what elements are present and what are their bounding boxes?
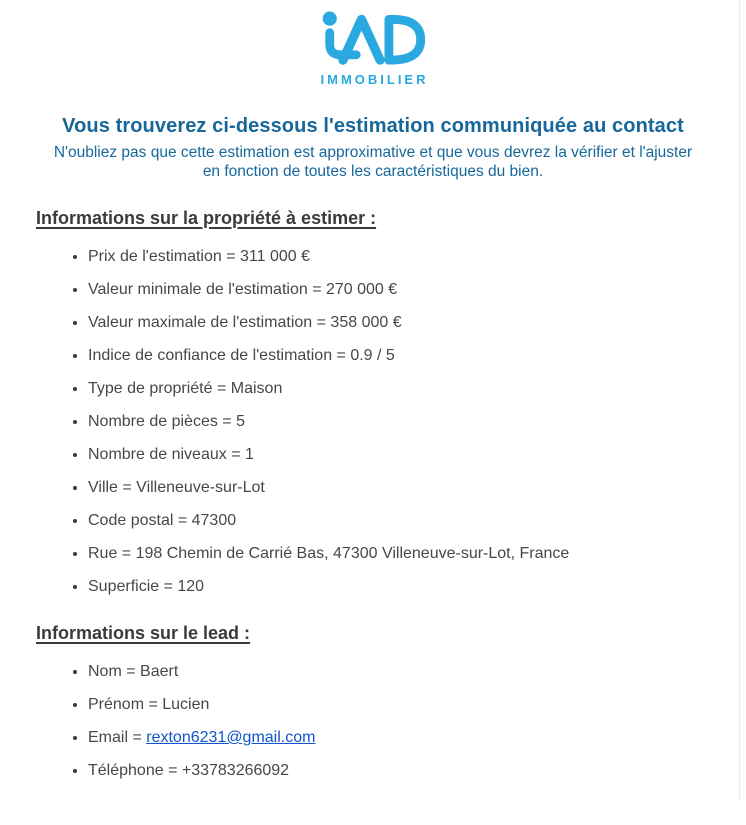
property-item-min-value: • Valeur minimale de l'estimation = 270 000 € [88, 281, 710, 299]
logo-subtitle: IMMOBILIER [320, 72, 429, 87]
lead-email-label: Email = [88, 729, 147, 746]
property-item-street: • Rue = 198 Chemin de Carrié Bas, 47300 Villeneuve-sur-Lot, France [88, 545, 710, 563]
email-link[interactable]: rexton6231@gmail.com [146, 729, 316, 746]
lead-section-title: Informations sur le lead : [36, 623, 251, 643]
property-item-city: • Ville = Villeneuve-sur-Lot [88, 479, 710, 497]
subtitle-line-2: en fonction de toutes les caractéristiques du bien. [202, 163, 544, 180]
iad-logo-icon [320, 10, 426, 66]
property-section-title: Informations sur la propriété à estimer : [36, 208, 377, 228]
lead-phone-text: Téléphone = +33783266092 [88, 762, 290, 779]
lead-section [36, 623, 710, 780]
page-title: Vous trouverez ci-dessous l'estimation communiquée au contact [62, 115, 684, 137]
property-item-levels: • Nombre de niveaux = 1 [88, 446, 710, 464]
page-subtitle [36, 143, 710, 181]
lead-lastname-text: Nom = Baert [88, 663, 179, 680]
lead-item-lastname [88, 663, 710, 681]
property-item-area: • Superficie = 120 [88, 578, 710, 596]
property-item-max-value: • Valeur maximale de l'estimation = 358 000 € [88, 314, 710, 332]
property-item-type: • Type de propriété = Maison [88, 380, 710, 398]
lead-item-email [88, 729, 710, 747]
property-item-price: • Prix de l'estimation = 311 000 € [88, 248, 710, 266]
property-item-zipcode: • Code postal = 47300 [88, 512, 710, 530]
property-section [36, 208, 710, 596]
logo [36, 8, 710, 87]
property-item-rooms: • Nombre de pièces = 5 [88, 413, 710, 431]
property-list [36, 248, 710, 596]
lead-firstname-text: Prénom = Lucien [88, 696, 210, 713]
lead-list [36, 663, 710, 780]
subtitle-line-1: N'oubliez pas que cette estimation est approximative et que vous devrez la vérifier et l'ajuster [53, 144, 693, 161]
property-item-confidence: • Indice de confiance de l'estimation = 0.9 / 5 [88, 347, 710, 365]
lead-item-firstname [88, 696, 710, 714]
viewport-right-edge [739, 0, 746, 800]
lead-item-phone [88, 762, 710, 780]
